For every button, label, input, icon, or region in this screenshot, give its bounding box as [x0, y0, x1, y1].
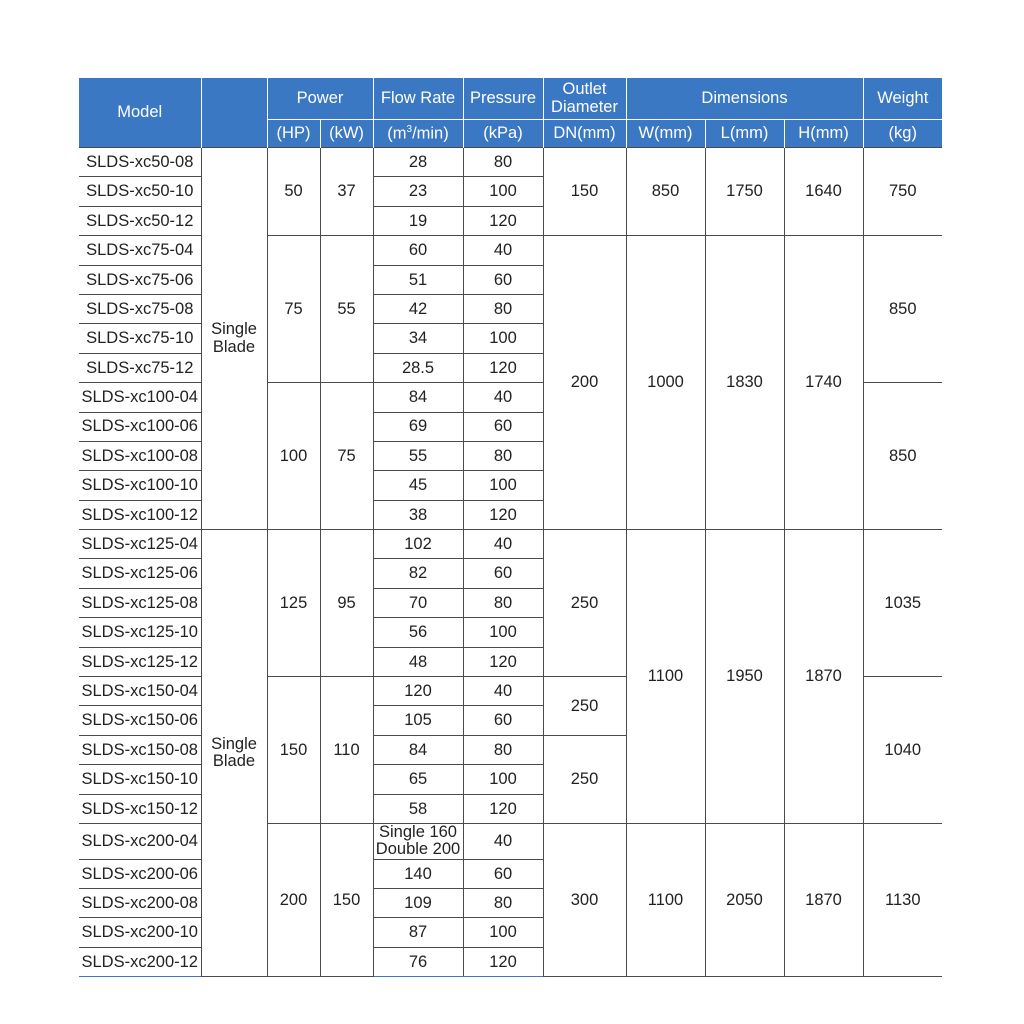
flow-line2: Double 200	[375, 840, 461, 859]
table-row	[79, 148, 942, 177]
power-hp-cell: 75	[267, 236, 320, 383]
dim-l-cell: 1830	[705, 236, 784, 530]
header-weight: Weight	[863, 78, 942, 120]
pressure-cell: 40	[463, 823, 543, 859]
dim-h-cell: 1740	[784, 236, 863, 530]
pressure-cell: 60	[463, 706, 543, 735]
dim-w-cell: 1000	[626, 236, 705, 530]
model-cell: SLDS-xc200-04	[79, 823, 201, 859]
pressure-cell: 80	[463, 148, 543, 177]
model-cell: SLDS-xc100-10	[79, 471, 201, 500]
header-outlet-diameter	[543, 78, 626, 120]
flow-cell	[373, 823, 463, 859]
model-cell: SLDS-xc125-08	[79, 588, 201, 617]
pressure-cell: 120	[463, 947, 543, 976]
pressure-cell: 40	[463, 236, 543, 265]
flow-cell: 19	[373, 206, 463, 235]
header-dimensions: Dimensions	[626, 78, 863, 120]
flow-cell: 28	[373, 148, 463, 177]
blade-line2: Blade	[212, 752, 256, 771]
pressure-cell: 40	[463, 530, 543, 559]
flow-cell: 70	[373, 588, 463, 617]
dim-l-cell: 1950	[705, 530, 784, 824]
power-hp-cell: 50	[267, 148, 320, 236]
model-cell: SLDS-xc75-12	[79, 353, 201, 382]
model-cell: SLDS-xc150-10	[79, 765, 201, 794]
model-cell: SLDS-xc100-12	[79, 500, 201, 529]
power-kw-cell: 37	[320, 148, 373, 236]
dim-l-cell: 1750	[705, 148, 784, 236]
dim-w-cell: 850	[626, 148, 705, 236]
flow-cell: 69	[373, 412, 463, 441]
model-cell: SLDS-xc100-04	[79, 383, 201, 412]
outlet-cell: 300	[543, 823, 626, 976]
outlet-cell: 150	[543, 148, 626, 236]
header-power: Power	[267, 78, 373, 120]
power-hp-cell: 125	[267, 530, 320, 677]
flow-cell: 84	[373, 735, 463, 764]
flow-cell: 140	[373, 859, 463, 888]
pressure-cell: 100	[463, 918, 543, 947]
flow-cell: 51	[373, 265, 463, 294]
power-kw-cell: 55	[320, 236, 373, 383]
pressure-cell: 120	[463, 353, 543, 382]
blade-cell	[201, 530, 267, 977]
power-hp-cell: 100	[267, 383, 320, 530]
outlet-cell: 250	[543, 530, 626, 677]
pressure-cell: 120	[463, 206, 543, 235]
model-cell: SLDS-xc150-04	[79, 677, 201, 706]
outlet-cell: 200	[543, 236, 626, 530]
blade-cell	[201, 148, 267, 530]
header-model: Model	[79, 78, 201, 148]
power-kw-cell: 95	[320, 530, 373, 677]
model-cell: SLDS-xc200-10	[79, 918, 201, 947]
weight-cell: 1130	[863, 823, 942, 976]
unit-flow-pre: (m	[387, 124, 407, 143]
dim-h-cell: 1640	[784, 148, 863, 236]
model-cell: SLDS-xc200-08	[79, 889, 201, 918]
model-cell: SLDS-xc75-04	[79, 236, 201, 265]
flow-cell: 84	[373, 383, 463, 412]
header-outlet-line2: Diameter	[551, 97, 618, 116]
pressure-cell: 60	[463, 859, 543, 888]
power-kw-cell: 150	[320, 823, 373, 976]
pressure-cell: 120	[463, 500, 543, 529]
flow-cell: 87	[373, 918, 463, 947]
unit-flow-post: /min)	[412, 124, 449, 143]
unit-dn: DN(mm)	[543, 120, 626, 148]
flow-cell: 109	[373, 889, 463, 918]
header-row	[79, 78, 942, 120]
unit-hp: (HP)	[267, 120, 320, 148]
outlet-cell: 250	[543, 677, 626, 736]
blade-line1: Single	[211, 320, 257, 339]
model-cell: SLDS-xc125-12	[79, 647, 201, 676]
power-hp-cell: 150	[267, 677, 320, 824]
model-cell: SLDS-xc150-06	[79, 706, 201, 735]
pressure-cell: 100	[463, 177, 543, 206]
weight-cell: 1035	[863, 530, 942, 677]
weight-cell: 850	[863, 383, 942, 530]
blade-line2: Blade	[212, 337, 256, 356]
model-cell: SLDS-xc125-06	[79, 559, 201, 588]
header-pressure: Pressure	[463, 78, 543, 120]
weight-cell: 750	[863, 148, 942, 236]
unit-l: L(mm)	[705, 120, 784, 148]
dim-l-cell: 2050	[705, 823, 784, 976]
unit-w: W(mm)	[626, 120, 705, 148]
flow-line1: Single 160	[379, 822, 457, 841]
pressure-cell: 60	[463, 412, 543, 441]
pressure-cell: 100	[463, 471, 543, 500]
dim-h-cell: 1870	[784, 823, 863, 976]
model-cell: SLDS-xc150-08	[79, 735, 201, 764]
pressure-cell: 80	[463, 735, 543, 764]
flow-cell: 48	[373, 647, 463, 676]
model-cell: SLDS-xc50-10	[79, 177, 201, 206]
unit-h: H(mm)	[784, 120, 863, 148]
pressure-cell: 80	[463, 294, 543, 323]
spec-table	[79, 78, 942, 977]
header-flow-rate: Flow Rate	[373, 78, 463, 120]
model-cell: SLDS-xc50-12	[79, 206, 201, 235]
dim-w-cell: 1100	[626, 823, 705, 976]
model-cell: SLDS-xc125-10	[79, 618, 201, 647]
header-outlet-line1: Outlet	[562, 80, 607, 99]
model-cell: SLDS-xc50-08	[79, 148, 201, 177]
model-cell: SLDS-xc75-10	[79, 324, 201, 353]
table-row	[79, 530, 942, 559]
flow-cell: 120	[373, 677, 463, 706]
unit-kw: (kW)	[320, 120, 373, 148]
flow-cell: 34	[373, 324, 463, 353]
pressure-cell: 40	[463, 383, 543, 412]
flow-cell: 82	[373, 559, 463, 588]
unit-kpa: (kPa)	[463, 120, 543, 148]
weight-cell: 1040	[863, 677, 942, 824]
pressure-cell: 60	[463, 559, 543, 588]
weight-cell: 850	[863, 236, 942, 383]
flow-cell: 76	[373, 947, 463, 976]
pressure-cell: 40	[463, 677, 543, 706]
pressure-cell: 100	[463, 618, 543, 647]
flow-cell: 102	[373, 530, 463, 559]
pressure-cell: 60	[463, 265, 543, 294]
dim-w-cell: 1100	[626, 530, 705, 824]
header-blade	[201, 78, 267, 148]
unit-flow-sup: 3	[406, 123, 413, 135]
dim-h-cell: 1870	[784, 530, 863, 824]
model-cell: SLDS-xc200-12	[79, 947, 201, 976]
flow-cell: 58	[373, 794, 463, 823]
flow-cell: 23	[373, 177, 463, 206]
model-cell: SLDS-xc150-12	[79, 794, 201, 823]
model-cell: SLDS-xc125-04	[79, 530, 201, 559]
unit-flow	[373, 120, 463, 148]
model-cell: SLDS-xc75-06	[79, 265, 201, 294]
flow-cell: 28.5	[373, 353, 463, 382]
flow-cell: 65	[373, 765, 463, 794]
unit-kg: (kg)	[863, 120, 942, 148]
pressure-cell: 80	[463, 441, 543, 470]
flow-cell: 38	[373, 500, 463, 529]
pressure-cell: 120	[463, 794, 543, 823]
model-cell: SLDS-xc200-06	[79, 859, 201, 888]
flow-cell: 56	[373, 618, 463, 647]
flow-cell: 105	[373, 706, 463, 735]
pressure-cell: 100	[463, 765, 543, 794]
pressure-cell: 120	[463, 647, 543, 676]
pressure-cell: 80	[463, 588, 543, 617]
flow-cell: 60	[373, 236, 463, 265]
flow-cell: 55	[373, 441, 463, 470]
outlet-cell: 250	[543, 735, 626, 823]
blade-line1: Single	[211, 734, 257, 753]
power-kw-cell: 110	[320, 677, 373, 824]
power-hp-cell: 200	[267, 823, 320, 976]
model-cell: SLDS-xc100-08	[79, 441, 201, 470]
model-cell: SLDS-xc75-08	[79, 294, 201, 323]
pressure-cell: 80	[463, 889, 543, 918]
pressure-cell: 100	[463, 324, 543, 353]
flow-cell: 42	[373, 294, 463, 323]
flow-cell: 45	[373, 471, 463, 500]
model-cell: SLDS-xc100-06	[79, 412, 201, 441]
power-kw-cell: 75	[320, 383, 373, 530]
